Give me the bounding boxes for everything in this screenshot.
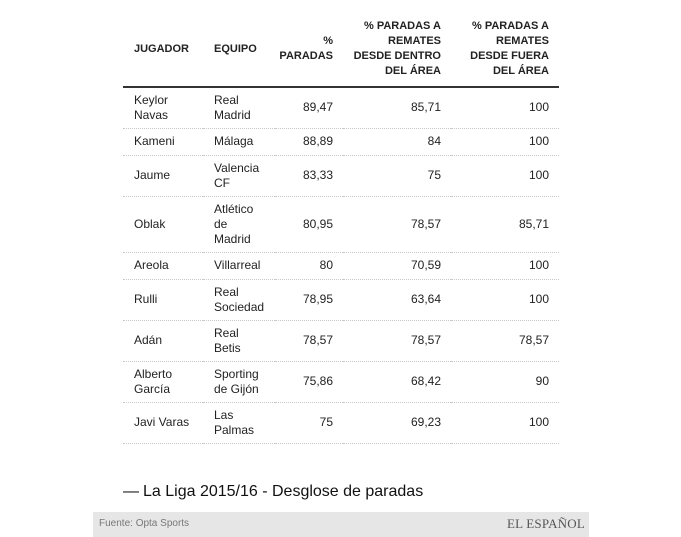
- footer-bar: [93, 512, 589, 537]
- cell-team: Real Madrid: [203, 87, 275, 128]
- table-row: [123, 196, 559, 252]
- cell-team: Villarreal: [203, 252, 275, 279]
- cell-pct-paradas: 78,95: [275, 279, 343, 320]
- cell-pct-fuera-area: 90: [451, 361, 559, 402]
- goalkeeper-stats-table: [123, 12, 559, 444]
- cell-pct-fuera-area: 100: [451, 128, 559, 155]
- header-jugador: JUGADOR: [123, 12, 203, 87]
- cell-pct-dentro-area: 68,42: [343, 361, 451, 402]
- cell-pct-dentro-area: 85,71: [343, 87, 451, 128]
- cell-pct-dentro-area: 78,57: [343, 196, 451, 252]
- cell-player: Jaume: [123, 155, 203, 196]
- title-dash: —: [123, 483, 139, 500]
- source-note: Fuente: Opta Sports: [99, 518, 190, 529]
- cell-pct-fuera-area: 100: [451, 402, 559, 443]
- cell-player: Areola: [123, 252, 203, 279]
- table-header-row: [123, 12, 559, 87]
- cell-pct-fuera-area: 100: [451, 279, 559, 320]
- cell-player: Oblak: [123, 196, 203, 252]
- table-row: [123, 87, 559, 128]
- cell-team: Real Sociedad: [203, 279, 275, 320]
- table-row: [123, 279, 559, 320]
- table-row: [123, 252, 559, 279]
- cell-player: Kameni: [123, 128, 203, 155]
- cell-pct-dentro-area: 69,23: [343, 402, 451, 443]
- cell-player: Adán: [123, 320, 203, 361]
- cell-pct-paradas: 75: [275, 402, 343, 443]
- cell-player: Rulli: [123, 279, 203, 320]
- cell-team: Las Palmas: [203, 402, 275, 443]
- header-pct-fuera-area: % PARADAS A REMATES DESDE FUERA DEL ÁREA: [451, 12, 559, 87]
- header-pct-dentro-area: % PARADAS A REMATES DESDE DENTRO DEL ÁREA: [343, 12, 451, 87]
- table-body: [123, 87, 559, 443]
- cell-player: Alberto García: [123, 361, 203, 402]
- el-espanol-logo: EL ESPAÑOL: [507, 516, 585, 531]
- cell-pct-dentro-area: 78,57: [343, 320, 451, 361]
- cell-pct-paradas: 89,47: [275, 87, 343, 128]
- cell-player: Keylor Navas: [123, 87, 203, 128]
- cell-pct-paradas: 78,57: [275, 320, 343, 361]
- cell-pct-dentro-area: 75: [343, 155, 451, 196]
- table-row: [123, 402, 559, 443]
- stats-table-container: [123, 12, 559, 444]
- cell-team: Málaga: [203, 128, 275, 155]
- cell-pct-paradas: 80,95: [275, 196, 343, 252]
- cell-pct-dentro-area: 84: [343, 128, 451, 155]
- cell-pct-paradas: 83,33: [275, 155, 343, 196]
- cell-pct-fuera-area: 100: [451, 87, 559, 128]
- cell-pct-fuera-area: 100: [451, 155, 559, 196]
- cell-team: Real Betis: [203, 320, 275, 361]
- cell-pct-dentro-area: 63,64: [343, 279, 451, 320]
- table-row: [123, 155, 559, 196]
- chart-title: [123, 483, 423, 501]
- cell-pct-paradas: 80: [275, 252, 343, 279]
- cell-pct-paradas: 88,89: [275, 128, 343, 155]
- cell-pct-dentro-area: 70,59: [343, 252, 451, 279]
- chart-title-text: La Liga 2015/16 - Desglose de paradas: [143, 483, 424, 500]
- cell-pct-paradas: 75,86: [275, 361, 343, 402]
- cell-team: Atlético de Madrid: [203, 196, 275, 252]
- header-equipo: EQUIPO: [203, 12, 275, 87]
- cell-player: Javi Varas: [123, 402, 203, 443]
- cell-pct-fuera-area: 100: [451, 252, 559, 279]
- table-row: [123, 361, 559, 402]
- cell-pct-fuera-area: 85,71: [451, 196, 559, 252]
- cell-pct-fuera-area: 78,57: [451, 320, 559, 361]
- table-row: [123, 128, 559, 155]
- cell-team: Valencia CF: [203, 155, 275, 196]
- cell-team: Sporting de Gijón: [203, 361, 275, 402]
- table-row: [123, 320, 559, 361]
- header-pct-paradas: % PARADAS: [275, 12, 343, 87]
